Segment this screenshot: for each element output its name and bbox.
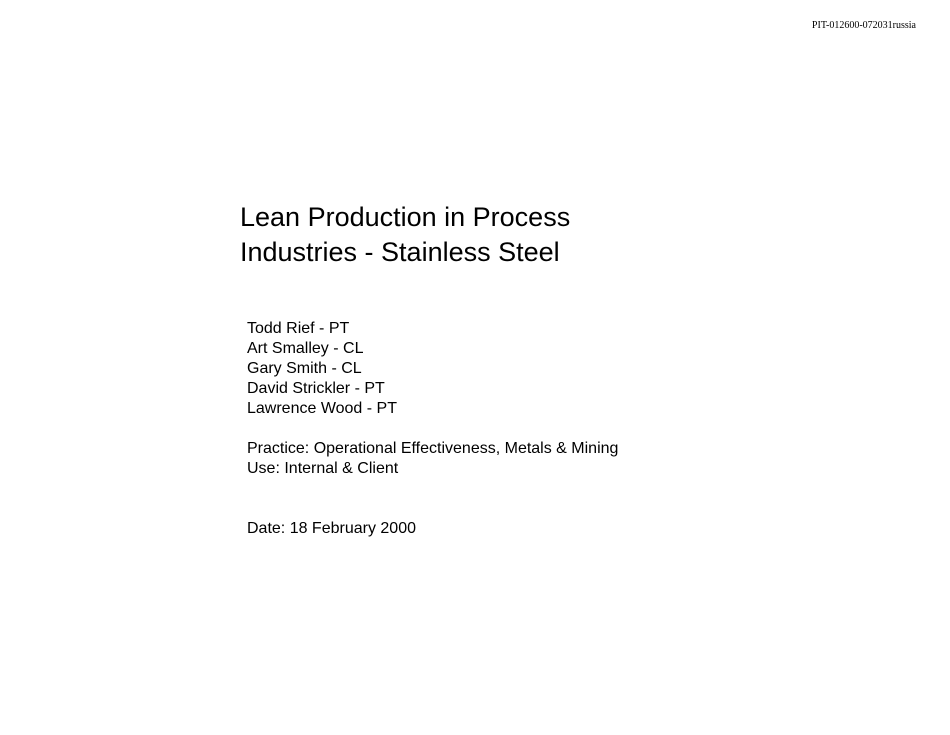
title-line-1: Lean Production in Process	[240, 202, 571, 232]
spacer	[247, 479, 807, 519]
author-item: Lawrence Wood - PT	[247, 400, 397, 417]
spacer	[247, 419, 807, 439]
practice-line: Practice: Operational Effectiveness, Metals & Mining	[247, 440, 619, 457]
document-title	[240, 200, 800, 270]
date-line: Date: 18 February 2000	[247, 520, 416, 537]
author-item: Gary Smith - CL	[247, 360, 362, 377]
author-list	[247, 319, 807, 419]
document-id: PIT-012600-072031russia	[811, 20, 916, 31]
author-item: Art Smalley - CL	[247, 340, 364, 357]
title-line-2: Industries - Stainless Steel	[240, 237, 560, 267]
author-item: David Strickler - PT	[247, 380, 385, 397]
author-item: Todd Rief - PT	[247, 320, 350, 337]
document-details	[247, 319, 807, 539]
use-line: Use: Internal & Client	[247, 460, 399, 477]
